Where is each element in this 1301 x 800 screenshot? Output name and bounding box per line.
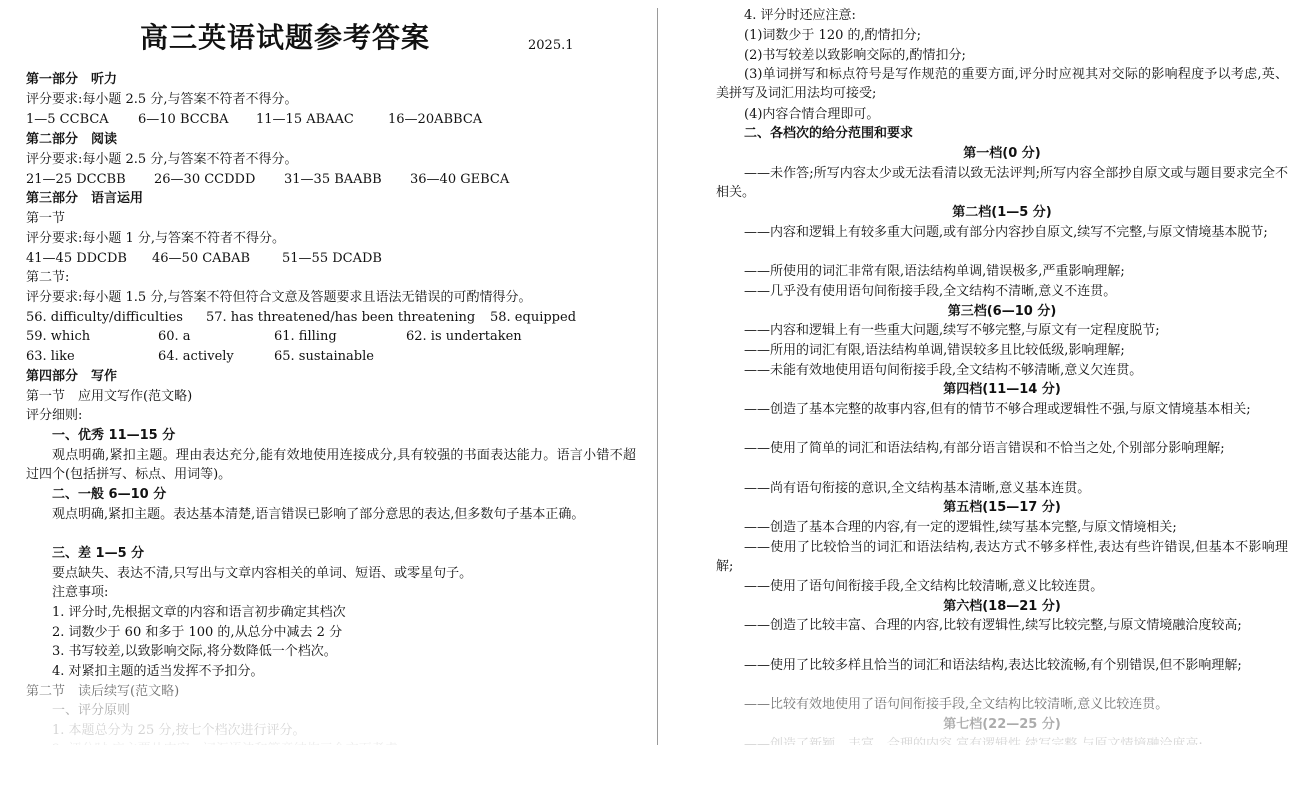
answer-group: 1—5 CCBCA (26, 112, 109, 127)
part2-requirement: 评分要求:每小题 2.5 分,与答案不符者不得分。 (26, 152, 298, 167)
answer-item: 58. equipped (490, 310, 577, 325)
answer-item: 64. actively (158, 349, 234, 364)
grade-average-heading: 二、一般 6—10 分 (52, 487, 167, 502)
tier7-heading: 第七档(22—25 分) (943, 717, 1061, 732)
answer-group: 21—25 DCCBB (26, 172, 126, 187)
note-item: 2. 词数少于 60 和多于 100 的,从总分中减去 2 分 (52, 625, 343, 640)
tier1-heading: 第一档(0 分) (963, 146, 1041, 161)
notes-label: 注意事项: (52, 585, 109, 600)
part1-heading: 第一部分 听力 (26, 72, 118, 87)
answer-item: 56. difficulty/difficulties (26, 310, 183, 325)
scoring-details-label: 评分细则: (26, 408, 83, 423)
part3-section1: 第一节 (26, 211, 66, 226)
part3-section2: 第二节: (26, 270, 70, 285)
tier-section-heading: 二、各档次的给分范围和要求 (744, 126, 914, 141)
note-item: 1. 评分时,先根据文章的内容和语言初步确定其档次 (52, 605, 346, 620)
grade-poor-text: 要点缺失、表达不清,只写出与文章内容相关的单词、短语、或零星句子。 (52, 566, 473, 581)
note-item: (3)单词拼写和标点符号是写作规范的重要方面,评分时应视其对交际的影响程度予以考虑,英、美拼写及词汇用法均可接受; (716, 67, 1288, 101)
grade-poor-heading: 三、差 1—5 分 (52, 546, 145, 561)
answer-item: 61. filling (274, 329, 337, 344)
tier-criterion: ——未能有效地使用语句间衔接手段,全文结构不够清晰,意义欠连贯。 (744, 363, 1143, 378)
answer-item: 60. a (158, 329, 191, 344)
column-divider (657, 8, 658, 748)
grade-excellent-text: 观点明确,紧扣主题。理由表达充分,能有效地使用连接成分,具有较强的书面表达能力。语言小错不超过四个(包括拼写、标点、用词等)。 (26, 448, 636, 482)
document-title: 高三英语试题参考答案 (140, 21, 431, 54)
answer-group: 11—15 ABAAC (256, 112, 354, 127)
part3-section1-answers (26, 249, 636, 268)
answer-group: 41—45 DDCDB (26, 251, 127, 266)
part4-section1: 第一节 应用文写作(范文略) (26, 389, 193, 404)
part2-heading: 第二部分 阅读 (26, 132, 118, 147)
scoring-principle-heading: 一、评分原则 (52, 703, 131, 718)
note-heading: 4. 评分时还应注意: (744, 8, 856, 23)
answer-group: 16—20ABBCA (388, 112, 483, 127)
answer-item: 59. which (26, 329, 91, 344)
answer-item: 62. is undertaken (406, 329, 522, 344)
tier-criterion: ——使用了简单的词汇和语法结构,有部分语言错误和不恰当之处,个别部分影响理解; (744, 441, 1225, 456)
tier-criterion: ——使用了比较恰当的词汇和语法结构,表达方式不够多样性,表达有些许错误,但基本不影响理解; (716, 540, 1288, 574)
note-item: (2)书写较差以致影响交际的,酌情扣分; (744, 48, 966, 63)
tier-criterion: ——所用的词汇有限,语法结构单调,错误较多且比较低级,影响理解; (744, 343, 1125, 358)
tier-criterion: ——比较有效地使用了语句间衔接手段,全文结构比较清晰,意义比较连贯。 (744, 697, 1169, 712)
part3-section2-row2 (26, 327, 636, 346)
answer-item: 65. sustainable (274, 349, 374, 364)
part3-heading: 第三部分 语言运用 (26, 191, 144, 206)
part3-section2-row3 (26, 347, 636, 366)
tier-criterion: ——内容和逻辑上有一些重大问题,续写不够完整,与原文有一定程度脱节; (744, 323, 1160, 338)
tier-criterion: ——使用了语句间衔接手段,全文结构比较清晰,意义比较连贯。 (744, 579, 1104, 594)
tier-criterion: ——创造了比较丰富、合理的内容,比较有逻辑性,续写比较完整,与原文情境融洽度较高; (744, 618, 1242, 633)
part1-requirement: 评分要求:每小题 2.5 分,与答案不符者不得分。 (26, 92, 298, 107)
part1-answers (26, 110, 636, 129)
answer-item: 63. like (26, 349, 75, 364)
tier-criterion: ——尚有语句衔接的意识,全文结构基本清晰,意义基本连贯。 (744, 481, 1091, 496)
answer-group: 31—35 BAABB (284, 172, 382, 187)
grade-average-text: 观点明确,紧扣主题。表达基本清楚,语言错误已影响了部分意思的表达,但多数句子基本正确。 (52, 507, 585, 522)
part3-section2-requirement: 评分要求:每小题 1.5 分,与答案不符但符合文意及答题要求且语法无错误的可酌情得分。 (26, 290, 532, 305)
tier-criterion: ——几乎没有使用语句间衔接手段,全文结构不清晰,意义不连贯。 (744, 284, 1117, 299)
part3-section2-row1 (26, 308, 636, 327)
document-date: 2025.1 (528, 38, 574, 53)
note-item: (1)词数少于 120 的,酌情扣分; (744, 28, 922, 43)
tier4-heading: 第四档(11—14 分) (943, 382, 1061, 397)
note-item: (4)内容合情合理即可。 (744, 107, 880, 122)
answer-group: 6—10 BCCBA (138, 112, 229, 127)
tier-criterion: ——使用了比较多样且恰当的词汇和语法结构,表达比较流畅,有个别错误,但不影响理解; (744, 658, 1242, 673)
scoring-principle-item: 1. 本题总分为 25 分,按七个档次进行评分。 (52, 723, 306, 738)
tier-criterion: ——所使用的词汇非常有限,语法结构单调,错误极多,严重影响理解; (744, 264, 1125, 279)
tier-criterion: ——未作答;所写内容太少或无法看清以致无法评判;所写内容全部抄自原文或与题目要求完全不相关。 (716, 166, 1288, 200)
tier-criterion: ——创造了基本合理的内容,有一定的逻辑性,续写基本完整,与原文情境相关; (744, 520, 1177, 535)
answer-group: 36—40 GEBCA (410, 172, 510, 187)
answer-group: 46—50 CABAB (152, 251, 251, 266)
tier-criterion: ——内容和逻辑上有较多重大问题,或有部分内容抄自原文,续写不完整,与原文情境基本脱节; (744, 225, 1268, 240)
part4-heading: 第四部分 写作 (26, 369, 118, 384)
note-item: 3. 书写较差,以致影响交际,将分数降低一个档次。 (52, 644, 337, 659)
note-item: 4. 对紧扣主题的适当发挥不予扣分。 (52, 664, 264, 679)
grade-excellent-heading: 一、优秀 11—15 分 (52, 428, 176, 443)
tier2-heading: 第二档(1—5 分) (952, 205, 1052, 220)
tier-criterion: ——创造了基本完整的故事内容,但有的情节不够合理或逻辑性不强,与原文情境基本相关; (744, 402, 1251, 417)
answer-group: 51—55 DCADB (282, 251, 382, 266)
page-bottom-margin (0, 745, 1301, 800)
tier6-heading: 第六档(18—21 分) (943, 599, 1061, 614)
part4-section2: 第二节 读后续写(范文略) (26, 684, 180, 699)
tier3-heading: 第三档(6—10 分) (947, 304, 1057, 319)
answer-item: 57. has threatened/has been threatening (206, 310, 476, 325)
answer-group: 26—30 CCDDD (154, 172, 256, 187)
tier5-heading: 第五档(15—17 分) (943, 500, 1061, 515)
part2-answers (26, 170, 636, 189)
part3-section1-requirement: 评分要求:每小题 1 分,与答案不符者不得分。 (26, 231, 286, 246)
